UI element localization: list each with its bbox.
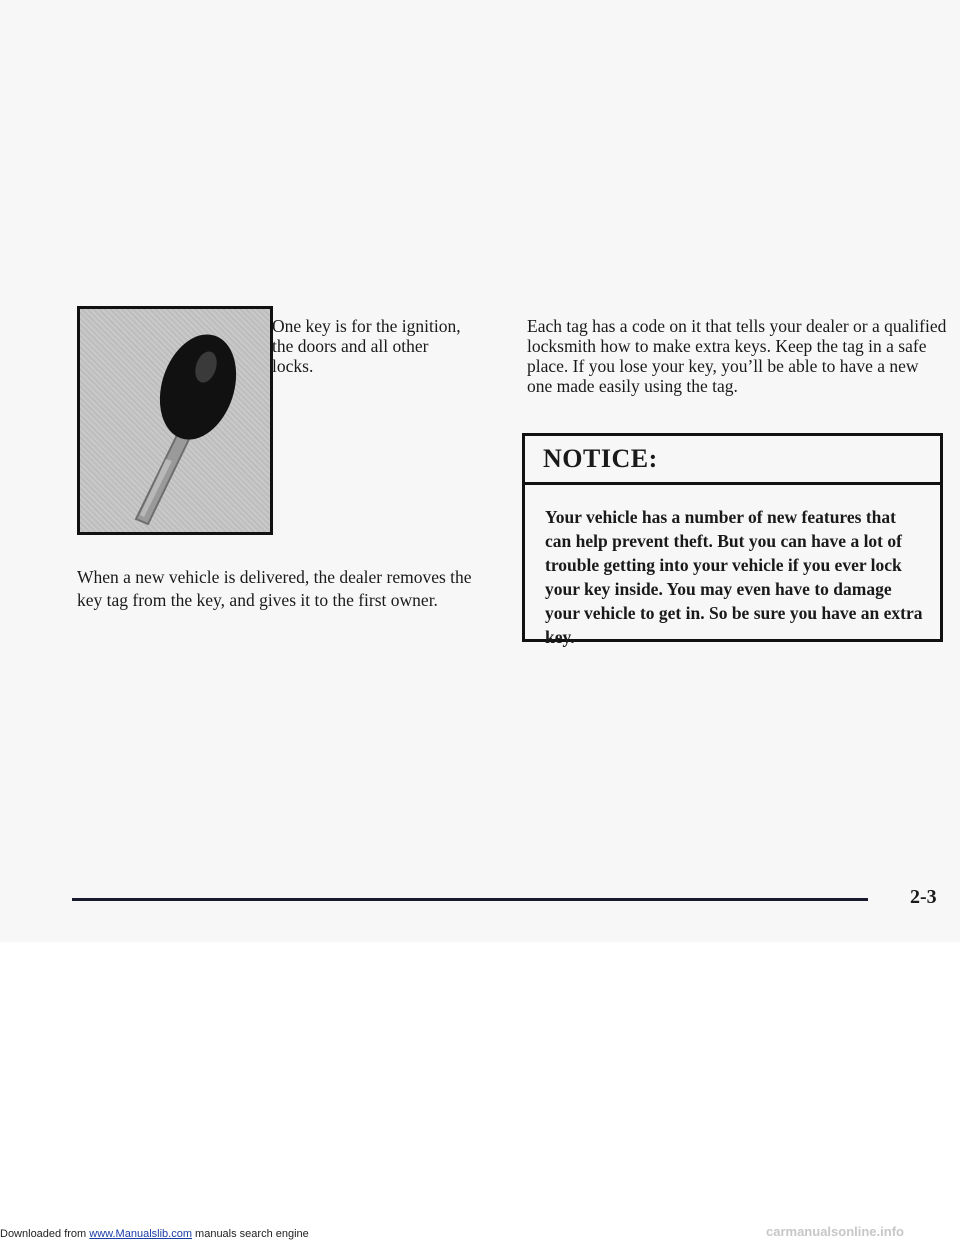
footer-suffix: manuals search engine — [191, 1228, 309, 1240]
download-footer — [0, 1228, 309, 1240]
page-number: 2-3 — [910, 886, 937, 908]
notice-body: Your vehicle has a number of new features that can help prevent theft. But you can have a lot of trouble getting into your vehicle if you ever lock your key inside. You may even have to damage your vehicle to get in. So be sure you have an extra key. — [545, 507, 923, 647]
footer-prefix: Downloaded from — [0, 1228, 90, 1240]
key-tag-paragraph: When a new vehicle is delivered, the dealer removes the key tag from the key, and gives it to the first owner. — [77, 567, 472, 610]
key-caption: One key is for the ignition, the doors and all other locks. — [272, 316, 461, 376]
notice-header — [525, 436, 940, 485]
manualslib-link[interactable]: www.Manualslib.com — [89, 1228, 192, 1240]
footer-rule — [72, 898, 868, 901]
notice-title: NOTICE: — [543, 444, 658, 473]
watermark-text: carmanualsonline.info — [766, 1224, 904, 1239]
car-key-image — [77, 306, 273, 535]
key-code-paragraph: Each tag has a code on it that tells your dealer or a qualified locksmith how to make extra keys. Keep the tag in a safe place. If you lose your key, you’ll be able to have a new one made easily using the tag. — [527, 316, 947, 396]
notice-box — [522, 433, 943, 647]
